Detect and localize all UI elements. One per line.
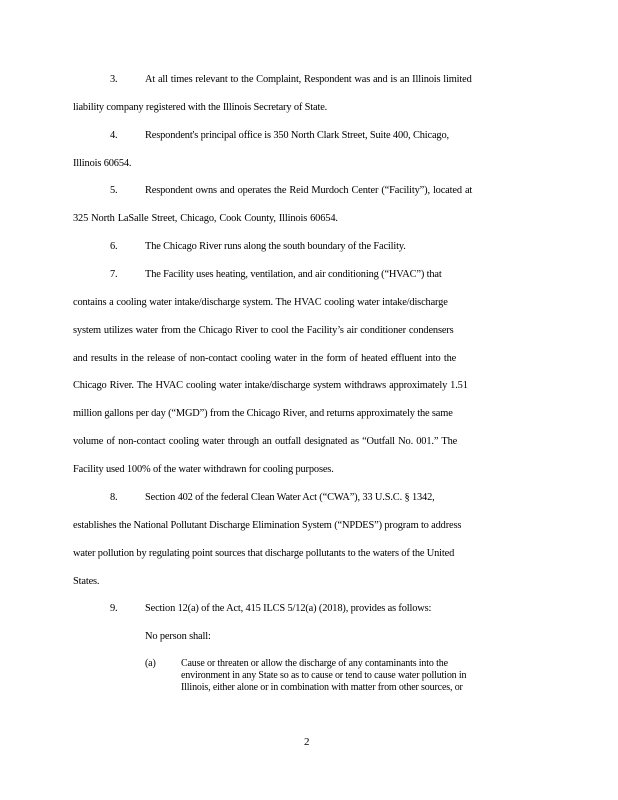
paragraph-5-line-2: 325 North LaSalle Street, Chicago, Cook County, Illinois 60654.: [73, 213, 338, 224]
paragraph-8-line-3: water pollution by regulating point sources that discharge pollutants to the waters of the United: [73, 548, 455, 559]
paragraph-4-number: 4.: [110, 130, 118, 141]
paragraph-5-number: 5.: [110, 185, 118, 196]
paragraph-6-line-1: The Chicago River runs along the south boundary of the Facility.: [145, 241, 406, 252]
paragraph-7-line-8: Facility used 100% of the water withdrawn for cooling purposes.: [73, 464, 334, 475]
paragraph-7-line-3: system utilizes water from the Chicago River to cool the Facility’s air conditioner condensers: [73, 325, 454, 336]
paragraph-8-line-1: Section 402 of the federal Clean Water Act (“CWA”), 33 U.S.C. § 1342,: [145, 492, 435, 503]
quote-item-line-1: Cause or threaten or allow the discharge of any contaminants into the: [181, 658, 448, 669]
paragraph-3-number: 3.: [110, 74, 118, 85]
paragraph-8-line-2: establishes the National Pollutant Discharge Elimination System (“NPDES”) program to address: [73, 520, 462, 531]
paragraph-7-line-1: The Facility uses heating, ventilation, and air conditioning (“HVAC”) that: [145, 269, 442, 280]
paragraph-7-line-2: contains a cooling water intake/discharge system. The HVAC cooling water intake/discharge: [73, 297, 448, 308]
paragraph-8-number: 8.: [110, 492, 118, 503]
paragraph-7-line-4: and results in the release of non-contact cooling water in the form of heated effluent into the: [73, 353, 457, 364]
paragraph-7-line-7: volume of non-contact cooling water through an outfall designated as “Outfall No. 001.” The: [73, 436, 458, 447]
paragraph-4-line-1: Respondent's principal office is 350 North Clark Street, Suite 400, Chicago,: [145, 130, 449, 141]
paragraph-6-number: 6.: [110, 241, 118, 252]
paragraph-8-line-4: States.: [73, 576, 100, 587]
paragraph-5-line-1: Respondent owns and operates the Reid Murdoch Center (“Facility”), located at: [145, 185, 473, 196]
paragraph-7-line-5: Chicago River. The HVAC cooling water intake/discharge system withdraws approximately 1.51: [73, 380, 468, 391]
page-number: 2: [304, 736, 310, 748]
paragraph-9-number: 9.: [110, 603, 118, 614]
paragraph-9-line-1: Section 12(a) of the Act, 415 ILCS 5/12(a) (2018), provides as follows:: [145, 603, 432, 614]
quote-item-line-3: Illinois, either alone or in combination with matter from other sources, or: [181, 682, 463, 693]
paragraph-4-line-2: Illinois 60654.: [73, 158, 132, 169]
paragraph-3-line-1: At all times relevant to the Complaint, Respondent was and is an Illinois limited: [145, 74, 472, 85]
paragraph-3-line-2: liability company registered with the Illinois Secretary of State.: [73, 102, 328, 113]
paragraph-7-number: 7.: [110, 269, 118, 280]
quote-item-label: (a): [145, 658, 156, 669]
quote-intro: No person shall:: [145, 631, 211, 642]
quote-item-line-2: environment in any State so as to cause or tend to cause water pollution in: [181, 670, 467, 681]
paragraph-7-line-6: million gallons per day (“MGD”) from the Chicago River, and returns approximately the same: [73, 408, 453, 419]
